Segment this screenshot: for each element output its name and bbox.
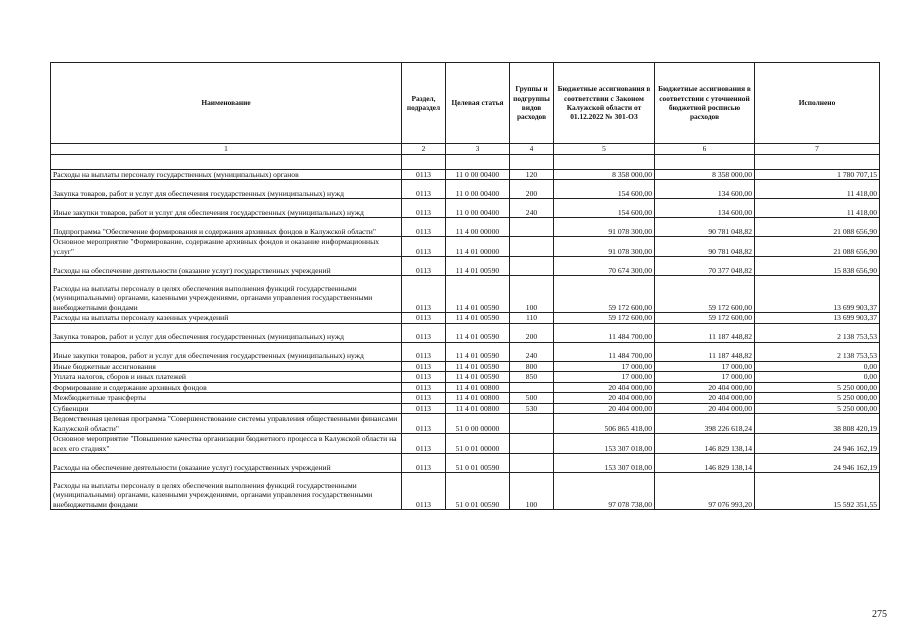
table-row — [51, 382, 880, 393]
row-group: 200 — [510, 323, 554, 342]
budget-table — [50, 62, 880, 510]
row-target: 11 0 00 00400 — [446, 199, 510, 218]
row-group: 100 — [510, 473, 554, 510]
row-refined-amount: 59 172 600,00 — [655, 313, 755, 324]
row-law-amount: 91 078 300,00 — [554, 218, 655, 237]
row-executed-amount: 1 780 707,15 — [755, 169, 880, 180]
row-refined-amount: 20 404 000,00 — [655, 393, 755, 404]
header-law: Бюджетные ассигнования в соответствии с Законом Калужской области от 01.12.2022 № 301-ОЗ — [554, 63, 655, 144]
row-section: 0113 — [402, 276, 446, 313]
row-executed-amount: 21 088 656,90 — [755, 237, 880, 257]
row-section: 0113 — [402, 473, 446, 510]
row-group: 240 — [510, 199, 554, 218]
row-target: 11 0 00 00400 — [446, 169, 510, 180]
header-groups: Группы и подгруппы видов расходов — [510, 63, 554, 144]
row-group: 800 — [510, 361, 554, 372]
row-refined-amount: 146 829 138,14 — [655, 434, 755, 454]
row-name: Расходы на выплаты персоналу казенных учреждений — [51, 313, 402, 324]
row-executed-amount: 11 418,00 — [755, 199, 880, 218]
row-group: 120 — [510, 169, 554, 180]
row-section: 0113 — [402, 372, 446, 383]
row-name: Иные закупки товаров, работ и услуг для обеспечения государственных (муниципальных) нужд — [51, 199, 402, 218]
row-executed-amount: 24 946 162,19 — [755, 454, 880, 473]
col-number: 6 — [655, 144, 755, 155]
row-executed-amount: 15 838 656,90 — [755, 257, 880, 276]
row-name: Основное мероприятие "Формирование, содержание архивных фондов и оказание информационных услуг" — [51, 237, 402, 257]
row-section: 0113 — [402, 180, 446, 199]
row-group — [510, 237, 554, 257]
row-group: 200 — [510, 180, 554, 199]
row-name: Подпрограмма "Обеспечение формирования и содержания архивных фондов в Калужской области" — [51, 218, 402, 237]
row-law-amount: 91 078 300,00 — [554, 237, 655, 257]
row-executed-amount: 5 250 000,00 — [755, 382, 880, 393]
row-target: 11 4 01 00800 — [446, 393, 510, 404]
header-executed: Исполнено — [755, 63, 880, 144]
table-row — [51, 313, 880, 324]
row-law-amount: 153 307 018,00 — [554, 434, 655, 454]
row-section: 0113 — [402, 414, 446, 434]
table-row — [51, 199, 880, 218]
row-group: 100 — [510, 276, 554, 313]
row-group — [510, 434, 554, 454]
col-number: 2 — [402, 144, 446, 155]
row-section: 0113 — [402, 199, 446, 218]
row-refined-amount: 11 187 448,82 — [655, 323, 755, 342]
row-section: 0113 — [402, 403, 446, 414]
row-refined-amount: 20 404 000,00 — [655, 382, 755, 393]
row-name: Расходы на выплаты персоналу в целях обеспечения выполнения функций государственными (муниципальными) органами, казенными учреждениями, органами управления государственными внебюджетными фондами — [51, 473, 402, 510]
row-law-amount: 59 172 600,00 — [554, 276, 655, 313]
table-body — [51, 169, 880, 510]
table-row — [51, 393, 880, 404]
table-row — [51, 403, 880, 414]
row-target: 51 0 00 00000 — [446, 414, 510, 434]
row-name: Расходы на выплаты персоналу в целях обеспечения выполнения функций государственными (муниципальными) органами, казенными учреждениями, органами управления государственными внебюджетными фондами — [51, 276, 402, 313]
row-target: 51 0 01 00000 — [446, 434, 510, 454]
table-row — [51, 361, 880, 372]
row-refined-amount: 8 358 000,00 — [655, 169, 755, 180]
row-group — [510, 382, 554, 393]
row-section: 0113 — [402, 237, 446, 257]
row-executed-amount: 2 138 753,53 — [755, 342, 880, 361]
row-refined-amount: 90 781 048,82 — [655, 218, 755, 237]
table-row — [51, 169, 880, 180]
row-refined-amount: 20 404 000,00 — [655, 403, 755, 414]
row-refined-amount: 146 829 138,14 — [655, 454, 755, 473]
table-row — [51, 342, 880, 361]
row-executed-amount: 13 699 903,37 — [755, 276, 880, 313]
row-executed-amount: 0,00 — [755, 372, 880, 383]
row-target: 11 4 01 00590 — [446, 257, 510, 276]
row-refined-amount: 90 781 048,82 — [655, 237, 755, 257]
row-name: Расходы на выплаты персоналу государственных (муниципальных) органов — [51, 169, 402, 180]
row-section: 0113 — [402, 218, 446, 237]
row-target: 11 4 01 00000 — [446, 237, 510, 257]
row-law-amount: 154 600,00 — [554, 199, 655, 218]
row-group — [510, 414, 554, 434]
row-executed-amount: 11 418,00 — [755, 180, 880, 199]
row-law-amount: 8 358 000,00 — [554, 169, 655, 180]
row-law-amount: 153 307 018,00 — [554, 454, 655, 473]
table-row — [51, 257, 880, 276]
row-name: Расходы на обеспечение деятельности (оказание услуг) государственных учреждений — [51, 257, 402, 276]
row-name: Основное мероприятие "Повышение качества организации бюджетного процесса в Калужской области на всех его стадиях" — [51, 434, 402, 454]
row-group — [510, 257, 554, 276]
row-name: Закупка товаров, работ и услуг для обеспечения государственных (муниципальных) нужд — [51, 180, 402, 199]
row-refined-amount: 70 377 048,82 — [655, 257, 755, 276]
row-executed-amount: 15 592 351,55 — [755, 473, 880, 510]
row-law-amount: 506 865 418,00 — [554, 414, 655, 434]
page-number: 275 — [872, 609, 887, 620]
row-law-amount: 97 078 738,00 — [554, 473, 655, 510]
col-number: 1 — [51, 144, 402, 155]
row-executed-amount: 13 699 903,37 — [755, 313, 880, 324]
row-name: Расходы на обеспечение деятельности (оказание услуг) государственных учреждений — [51, 454, 402, 473]
row-name: Субвенции — [51, 403, 402, 414]
header-name: Наименование — [51, 63, 402, 144]
column-number-row — [51, 144, 880, 155]
row-group: 850 — [510, 372, 554, 383]
row-target: 11 0 00 00400 — [446, 180, 510, 199]
table-header-row — [51, 63, 880, 144]
header-target: Целевая статья — [446, 63, 510, 144]
row-law-amount: 70 674 300,00 — [554, 257, 655, 276]
row-name: Формирование и содержание архивных фондов — [51, 382, 402, 393]
row-refined-amount: 134 600,00 — [655, 199, 755, 218]
table-row — [51, 414, 880, 434]
row-law-amount: 17 000,00 — [554, 372, 655, 383]
row-law-amount: 20 404 000,00 — [554, 393, 655, 404]
table-row — [51, 372, 880, 383]
col-number: 4 — [510, 144, 554, 155]
row-refined-amount: 11 187 448,82 — [655, 342, 755, 361]
row-group: 240 — [510, 342, 554, 361]
row-group: 110 — [510, 313, 554, 324]
row-section: 0113 — [402, 393, 446, 404]
row-section: 0113 — [402, 361, 446, 372]
row-executed-amount: 21 088 656,90 — [755, 218, 880, 237]
table-row — [51, 434, 880, 454]
row-section: 0113 — [402, 434, 446, 454]
row-section: 0113 — [402, 454, 446, 473]
row-law-amount: 20 404 000,00 — [554, 403, 655, 414]
row-name: Иные бюджетные ассигнования — [51, 361, 402, 372]
spacer-row — [51, 154, 880, 169]
row-target: 11 4 01 00800 — [446, 382, 510, 393]
row-executed-amount: 5 250 000,00 — [755, 403, 880, 414]
row-target: 11 4 01 00800 — [446, 403, 510, 414]
row-name: Межбюджетные трансферты — [51, 393, 402, 404]
header-refined: Бюджетные ассигнования в соответствии с уточненной бюджетной росписью расходов — [655, 63, 755, 144]
row-section: 0113 — [402, 342, 446, 361]
row-target: 11 4 01 00590 — [446, 313, 510, 324]
row-section: 0113 — [402, 323, 446, 342]
row-group: 530 — [510, 403, 554, 414]
row-refined-amount: 59 172 600,00 — [655, 276, 755, 313]
row-section: 0113 — [402, 382, 446, 393]
row-target: 11 4 00 00000 — [446, 218, 510, 237]
row-executed-amount: 24 946 162,19 — [755, 434, 880, 454]
row-refined-amount: 134 600,00 — [655, 180, 755, 199]
table-row — [51, 473, 880, 510]
row-name: Иные закупки товаров, работ и услуг для обеспечения государственных (муниципальных) нужд — [51, 342, 402, 361]
row-law-amount: 11 484 700,00 — [554, 323, 655, 342]
row-group: 500 — [510, 393, 554, 404]
row-target: 11 4 01 00590 — [446, 342, 510, 361]
row-law-amount: 17 000,00 — [554, 361, 655, 372]
row-target: 51 0 01 00590 — [446, 473, 510, 510]
col-number: 7 — [755, 144, 880, 155]
row-target: 51 0 01 00590 — [446, 454, 510, 473]
row-section: 0113 — [402, 313, 446, 324]
row-executed-amount: 5 250 000,00 — [755, 393, 880, 404]
row-executed-amount: 38 808 420,19 — [755, 414, 880, 434]
row-executed-amount: 0,00 — [755, 361, 880, 372]
row-law-amount: 59 172 600,00 — [554, 313, 655, 324]
col-number: 3 — [446, 144, 510, 155]
table-row — [51, 237, 880, 257]
table-row — [51, 323, 880, 342]
row-group — [510, 454, 554, 473]
budget-table-page — [50, 62, 880, 510]
table-row — [51, 180, 880, 199]
row-refined-amount: 97 076 993,20 — [655, 473, 755, 510]
row-section: 0113 — [402, 169, 446, 180]
table-row — [51, 218, 880, 237]
row-refined-amount: 17 000,00 — [655, 372, 755, 383]
row-target: 11 4 01 00590 — [446, 276, 510, 313]
row-name: Уплата налогов, сборов и иных платежей — [51, 372, 402, 383]
row-target: 11 4 01 00590 — [446, 361, 510, 372]
row-law-amount: 154 600,00 — [554, 180, 655, 199]
row-law-amount: 20 404 000,00 — [554, 382, 655, 393]
row-target: 11 4 01 00590 — [446, 323, 510, 342]
row-executed-amount: 2 138 753,53 — [755, 323, 880, 342]
header-section: Раздел, подраздел — [402, 63, 446, 144]
table-row — [51, 454, 880, 473]
row-law-amount: 11 484 700,00 — [554, 342, 655, 361]
row-group — [510, 218, 554, 237]
row-name: Ведомственная целевая программа "Совершенствование системы управления общественными финансами Калужской области" — [51, 414, 402, 434]
row-section: 0113 — [402, 257, 446, 276]
row-target: 11 4 01 00590 — [446, 372, 510, 383]
table-row — [51, 276, 880, 313]
col-number: 5 — [554, 144, 655, 155]
row-refined-amount: 17 000,00 — [655, 361, 755, 372]
row-refined-amount: 398 226 618,24 — [655, 414, 755, 434]
row-name: Закупка товаров, работ и услуг для обеспечения государственных (муниципальных) нужд — [51, 323, 402, 342]
